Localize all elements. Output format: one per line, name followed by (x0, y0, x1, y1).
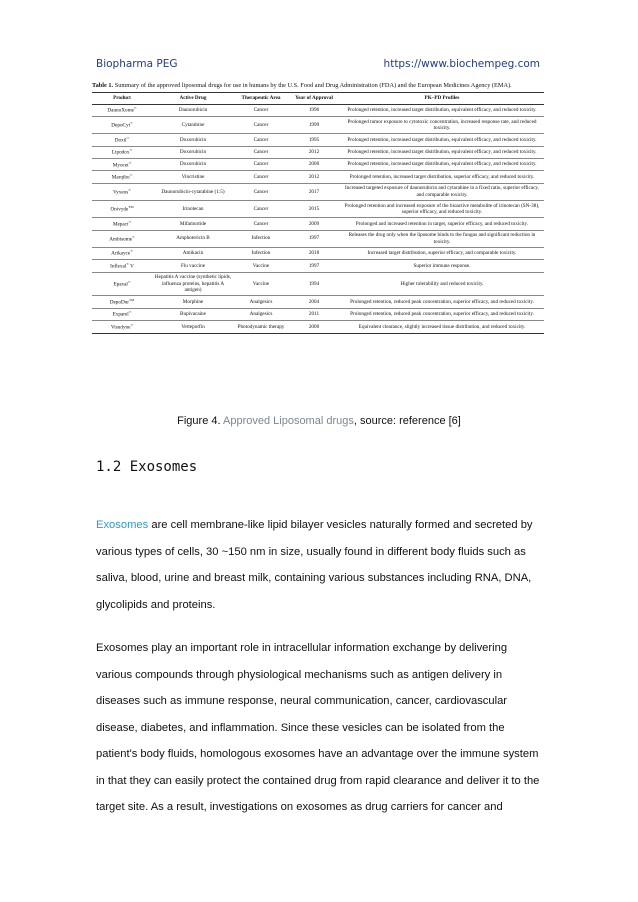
table-row (92, 296, 544, 308)
product-name: Visudyne (110, 324, 131, 331)
active-drug-cell: Doxorubicin (152, 146, 234, 158)
therapeutic-area-cell: Cancer (234, 146, 288, 158)
table-row (92, 218, 544, 230)
pkpd-profile-cell: Prolonged retention, increased target distribution, equivalent efficacy, and reduced toxicity. (340, 134, 544, 146)
active-drug-cell: Morphine (152, 296, 234, 308)
approval-year-cell: 2009 (288, 218, 340, 230)
pkpd-profile-cell: Increased target distribution, superior efficacy, and comparable toxicity. (340, 247, 544, 259)
product-cell (92, 296, 152, 308)
therapeutic-area-cell: Cancer (234, 200, 288, 217)
therapeutic-area-cell: Cancer (234, 158, 288, 170)
table-caption (92, 82, 544, 89)
table-header-row (92, 93, 544, 105)
product-name: Ambisome (109, 236, 133, 243)
approval-year-cell: 2015 (288, 200, 340, 217)
product-mark: ® (132, 234, 135, 239)
active-drug-cell: Daunorubicin (152, 104, 234, 116)
product-cell (92, 200, 152, 217)
pkpd-profile-cell: Prolonged tumor exposure to cytotoxic concentration, increased response rate, and reduced toxicity. (340, 116, 544, 133)
product-name: DepoDur (109, 299, 130, 306)
active-drug-cell: Cytarabine (152, 116, 234, 133)
product-name: Doxil (114, 137, 127, 144)
exosomes-link[interactable]: Exosomes (96, 519, 149, 531)
product-name: Mepact (112, 221, 129, 228)
approval-year-cell: 1999 (288, 116, 340, 133)
therapeutic-area-cell: Photodynamic therapy (234, 321, 288, 333)
column-header: Active Drug (152, 93, 234, 105)
pkpd-profile-cell: Prolonged retention and increased exposure of the bioactive metabolite of irinotecan (SN-38), superior efficacy, and reduced toxicity. (340, 200, 544, 217)
pkpd-profile-cell: Prolonged retention, increased target distribution, equivalent efficacy, and reduced toxicity. (340, 158, 544, 170)
therapeutic-area-cell: Vaccine (234, 260, 288, 272)
product-mark: ® (129, 172, 133, 177)
therapeutic-area-cell: Infection (234, 230, 288, 247)
approval-year-cell: 2017 (288, 183, 340, 200)
approval-year-cell: 2000 (288, 158, 340, 170)
product-cell (92, 218, 152, 230)
therapeutic-area-cell: Analgesics (234, 296, 288, 308)
active-drug-cell: Bupivacaine (152, 308, 234, 320)
product-mark: ® (128, 160, 132, 165)
product-name: Lipodox (111, 149, 130, 156)
product-mark: ® (130, 120, 133, 125)
pkpd-profile-cell: Equivalent clearance, slightly increased tissue distribution, and reduced toxicity. (340, 321, 544, 333)
active-drug-cell: Mifamurtide (152, 218, 234, 230)
therapeutic-area-cell: Cancer (234, 116, 288, 133)
paragraph-exosomes-role: Exosomes play an important role in intracellular information exchange by delivering various compounds through physiological mechanisms such as antigen delivery in diseases such as immune response, neural communication, cancer, cardiovascular disease, diabetes, and inflammation. Since these vesicles can be isolated from the patient's body fluids, homologous exosomes have an advantage over the immune system in that they can easily protect the contained drug from rapid clearance and deliver it to the target site. As a result, investigations on exosomes as drug carriers for cancer and (96, 642, 540, 813)
approval-year-cell: 2011 (288, 308, 340, 320)
paragraph-exosomes-intro (96, 512, 546, 618)
active-drug-cell: Irinotecan (152, 200, 234, 217)
product-cell (92, 260, 152, 272)
pkpd-profile-cell: Prolonged retention, increased target distribution, equivalent efficacy, and reduced toxicity. (340, 146, 544, 158)
approval-year-cell: 2018 (288, 247, 340, 259)
product-cell (92, 308, 152, 320)
product-name: Onivyde (110, 206, 129, 213)
approval-year-cell: 1997 (288, 260, 340, 272)
pkpd-profile-cell: Increased targeted exposure of daunorubicin and cytarabine in a fixed ratio, superior efficacy, and comparable toxicity. (340, 183, 544, 200)
table-row (92, 200, 544, 217)
approval-year-cell: 1996 (288, 104, 340, 116)
product-cell (92, 158, 152, 170)
approval-year-cell: 1994 (288, 272, 340, 296)
column-header: Year of Approval (288, 93, 340, 105)
therapeutic-area-cell: Analgesics (234, 308, 288, 320)
pkpd-profile-cell: Superior immune response. (340, 260, 544, 272)
therapeutic-area-cell: Cancer (234, 134, 288, 146)
active-drug-cell: Amikacin (152, 247, 234, 259)
table-row (92, 230, 544, 247)
product-cell (92, 247, 152, 259)
table-row (92, 247, 544, 259)
pkpd-profile-cell: Prolonged retention, reduced peak concentration, superior efficacy, and reduced toxicity. (340, 296, 544, 308)
column-header: Therapeutic Area (234, 93, 288, 105)
table-caption-label: Table 1. (92, 82, 114, 89)
therapeutic-area-cell: Infection (234, 247, 288, 259)
figure-caption-prefix: Figure 4. (177, 415, 223, 427)
table-row (92, 308, 544, 320)
page-header (96, 58, 540, 70)
table-row (92, 134, 544, 146)
pkpd-profile-cell: Prolonged retention, increased target distribution, equivalent efficacy, and reduced toxicity. (340, 104, 544, 116)
product-mark: ® (126, 135, 130, 140)
product-cell (92, 183, 152, 200)
approval-year-cell: 2012 (288, 171, 340, 183)
product-name: Exparel (112, 312, 129, 319)
product-mark: ® (128, 187, 131, 192)
figure-caption (0, 415, 638, 427)
active-drug-cell: Amphotericin B (152, 230, 234, 247)
approval-year-cell: 2004 (288, 296, 340, 308)
header-brand: Biopharma PEG (96, 58, 178, 70)
figure-caption-suffix: , source: reference [6] (353, 415, 461, 427)
product-cell (92, 230, 152, 247)
product-cell (92, 134, 152, 146)
product-name: DaunoXome (107, 107, 134, 114)
product-mark: ® (133, 106, 137, 111)
therapeutic-area-cell: Cancer (234, 171, 288, 183)
active-drug-cell: Doxorubicin (152, 158, 234, 170)
table-body (92, 104, 544, 333)
table-row (92, 104, 544, 116)
table-row (92, 116, 544, 133)
table-row (92, 260, 544, 272)
liposomal-drugs-table (92, 92, 544, 334)
table-row (92, 183, 544, 200)
paragraph-exosomes-intro-text: are cell membrane-like lipid bilayer vesicles naturally formed and secreted by various types of cells, 30 ~150 nm in size, usually found in different body fluids such as saliva, blood, urine and breast milk, containing various substances including RNA, DNA, glycolipids and proteins. (96, 519, 533, 611)
active-drug-cell: Vincristine (152, 171, 234, 183)
approval-year-cell: 1995 (288, 134, 340, 146)
table-row (92, 171, 544, 183)
therapeutic-area-cell: Cancer (234, 218, 288, 230)
column-header: Product (92, 93, 152, 105)
active-drug-cell: Flu vaccine (152, 260, 234, 272)
pkpd-profile-cell: Prolonged retention, increased target distribution, superior efficacy, and reduced toxicity. (340, 171, 544, 183)
product-mark: ® (129, 148, 133, 153)
product-name: Arikayce (111, 251, 131, 258)
product-cell (92, 272, 152, 296)
active-drug-cell: Hepatitis A vaccine (synthetic lipids, influenza proteins, hepatitis A antigen) (152, 272, 234, 296)
product-cell (92, 104, 152, 116)
product-mark: ® (130, 322, 134, 327)
table-row (92, 272, 544, 296)
product-mark: TM (129, 297, 135, 302)
product-name: Inflexal (110, 263, 127, 270)
pkpd-profile-cell: Prolonged retention, reduced peak concentration, superior efficacy, and reduced toxicity. (340, 308, 544, 320)
section-title: 1.2 Exosomes (96, 459, 198, 475)
liposomal-drugs-table-figure (92, 82, 544, 334)
product-name: Marqibo (111, 174, 130, 181)
product-cell (92, 116, 152, 133)
table-row (92, 158, 544, 170)
product-mark: TM (128, 204, 134, 209)
product-name: Vyxeos (113, 189, 129, 196)
product-name: Myocet (112, 162, 129, 169)
product-suffix: V (128, 263, 134, 270)
product-cell (92, 321, 152, 333)
approval-year-cell: 2000 (288, 321, 340, 333)
column-header: PK–PD Profiles (340, 93, 544, 105)
approval-year-cell: 2012 (288, 146, 340, 158)
product-mark: ® (127, 279, 131, 284)
product-name: Epaxal (113, 281, 128, 288)
product-cell (92, 146, 152, 158)
therapeutic-area-cell: Cancer (234, 183, 288, 200)
header-url-link[interactable]: https://www.biochempeg.com (383, 58, 540, 70)
product-name: DepoCyt (111, 122, 131, 129)
product-mark: ® (130, 249, 133, 254)
pkpd-profile-cell: Prolonged and increased retention in target, superior efficacy, and reduced toxicity. (340, 218, 544, 230)
pkpd-profile-cell: Higher tolerability and reduced toxicity. (340, 272, 544, 296)
product-cell (92, 171, 152, 183)
active-drug-cell: Daunorubicin-cytarabine (1:5) (152, 183, 234, 200)
table-row (92, 146, 544, 158)
active-drug-cell: Doxorubicin (152, 134, 234, 146)
product-mark: ® (128, 310, 132, 315)
therapeutic-area-cell: Vaccine (234, 272, 288, 296)
table-caption-text: Summary of the approved liposomal drugs for use in humans by the U.S. Food and Drug Administration (FDA) and the European Medicines Agency (EMA). (113, 82, 512, 89)
product-mark: ® (128, 219, 132, 224)
table-row (92, 321, 544, 333)
active-drug-cell: Verteporfin (152, 321, 234, 333)
figure-caption-link[interactable]: Approved Liposomal drugs (223, 415, 354, 427)
approval-year-cell: 1997 (288, 230, 340, 247)
pkpd-profile-cell: Releases the drug only when the liposome binds to the fungus and significant reduction in toxicity. (340, 230, 544, 247)
therapeutic-area-cell: Cancer (234, 104, 288, 116)
product-mark: ® (126, 261, 129, 266)
